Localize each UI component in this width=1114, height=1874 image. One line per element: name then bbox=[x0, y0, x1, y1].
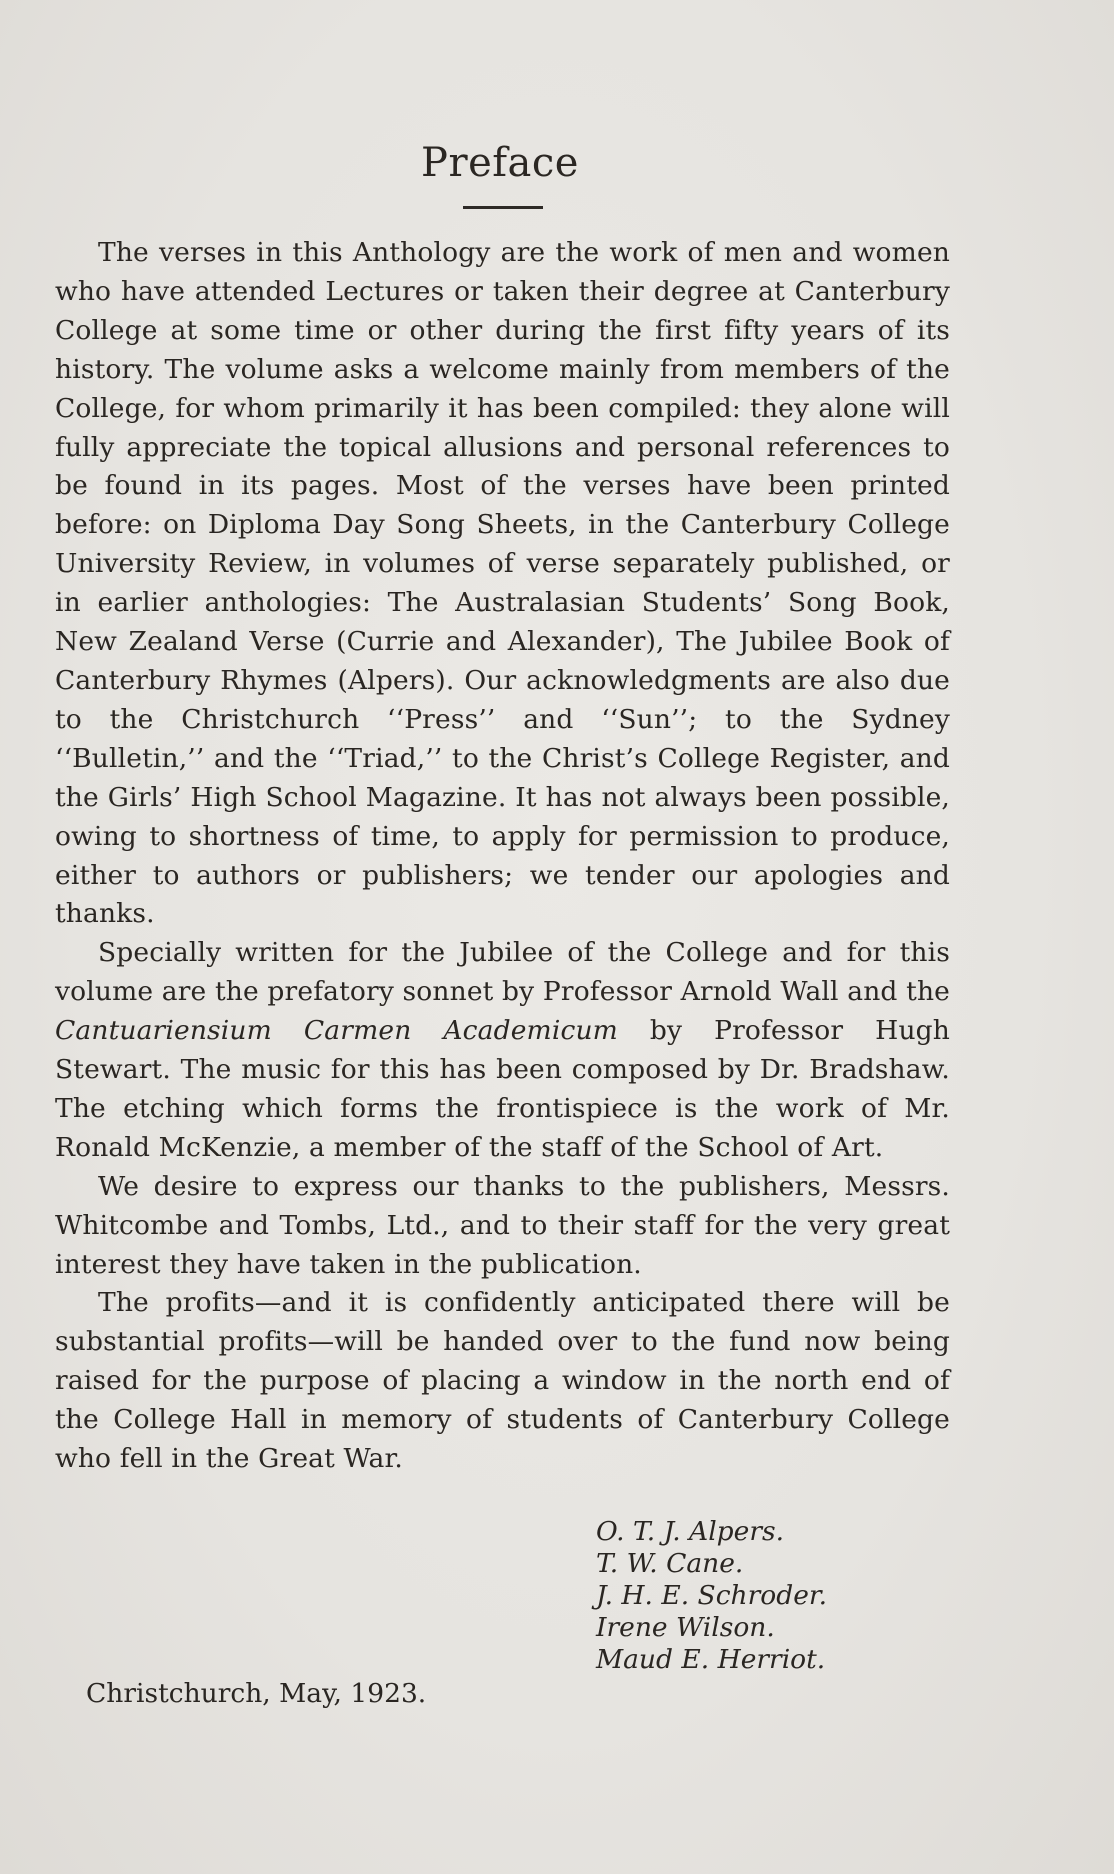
paragraph-2-italic-title: Cantuariensium Carmen Academicum bbox=[55, 1015, 618, 1047]
preface-body bbox=[55, 234, 950, 1479]
paragraph-1-text: The verses in this Anthology are the work of men and women who have attended Lectures or taken their degree at Canterbury College at some time or other during the first fifty years of its history. The volume asks a welcome mainly from members of the College, for whom primarily it has been compiled: they alone will fully appreciate the topical allusions and personal references to be found in its pages. Most of the verses have been printed before: on Diploma Day Song Sheets, in the Canterbury College University Review, in volumes of verse separately published, or in earlier anthologies: The Australasian Students’ Song Book, New Zealand Verse (Currie and Alexander), The Jubilee Book of Canterbury Rhymes (Alpers). Our acknowledgments are also due to the Christchurch ‘‘Press’’ and ‘‘Sun’’; to the Sydney ‘‘Bulletin,’’ and the ‘‘Triad,’’ to the Christ’s College Register, and the Girls’ High School Magazine. It has not always been possible, owing to shortness of time, to apply for permission to produce, either to authors or publishers; we tender our apologies and thanks. bbox=[55, 237, 950, 930]
signatory: J. H. E. Schroder. bbox=[596, 1580, 828, 1611]
signatory: O. T. J. Alpers. bbox=[596, 1516, 785, 1547]
paragraph-2 bbox=[55, 934, 950, 1167]
place-date: Christchurch, May, 1923. bbox=[86, 1678, 427, 1709]
paragraph-4 bbox=[55, 1284, 950, 1479]
paragraph-2-text-a: Specially written for the Jubilee of the College and for this volume are the prefatory sonnet by Professor Arnold Wall and the bbox=[55, 937, 950, 1008]
paragraph-3-text: We desire to express our thanks to the publishers, Messrs. Whitcombe and Tombs, Ltd., and to their staff for the very great interest they have taken in the publication. bbox=[55, 1170, 950, 1280]
signatory: Maud E. Herriot. bbox=[596, 1644, 826, 1675]
page-title: Preface bbox=[421, 140, 579, 186]
signatory: Irene Wilson. bbox=[596, 1612, 775, 1643]
signatories bbox=[596, 1516, 827, 1676]
paragraph-2-text-b: by Professor Hugh Stewart. The music for this has been composed by Dr. Bradshaw. The etching which forms the frontispiece is the work of Mr. Ronald McKenzie, a member of the staff of the School of Art. bbox=[55, 1015, 950, 1163]
title-rule bbox=[463, 206, 543, 209]
paragraph-3 bbox=[55, 1168, 950, 1285]
paragraph-1 bbox=[55, 234, 950, 934]
signatory: T. W. Cane. bbox=[596, 1548, 744, 1579]
paragraph-4-text: The profits—and it is confidently anticipated there will be substantial profits—will be handed over to the fund now being raised for the purpose of placing a window in the north end of the College Hall in memory of students of Canterbury College who fell in the Great War. bbox=[55, 1287, 950, 1475]
